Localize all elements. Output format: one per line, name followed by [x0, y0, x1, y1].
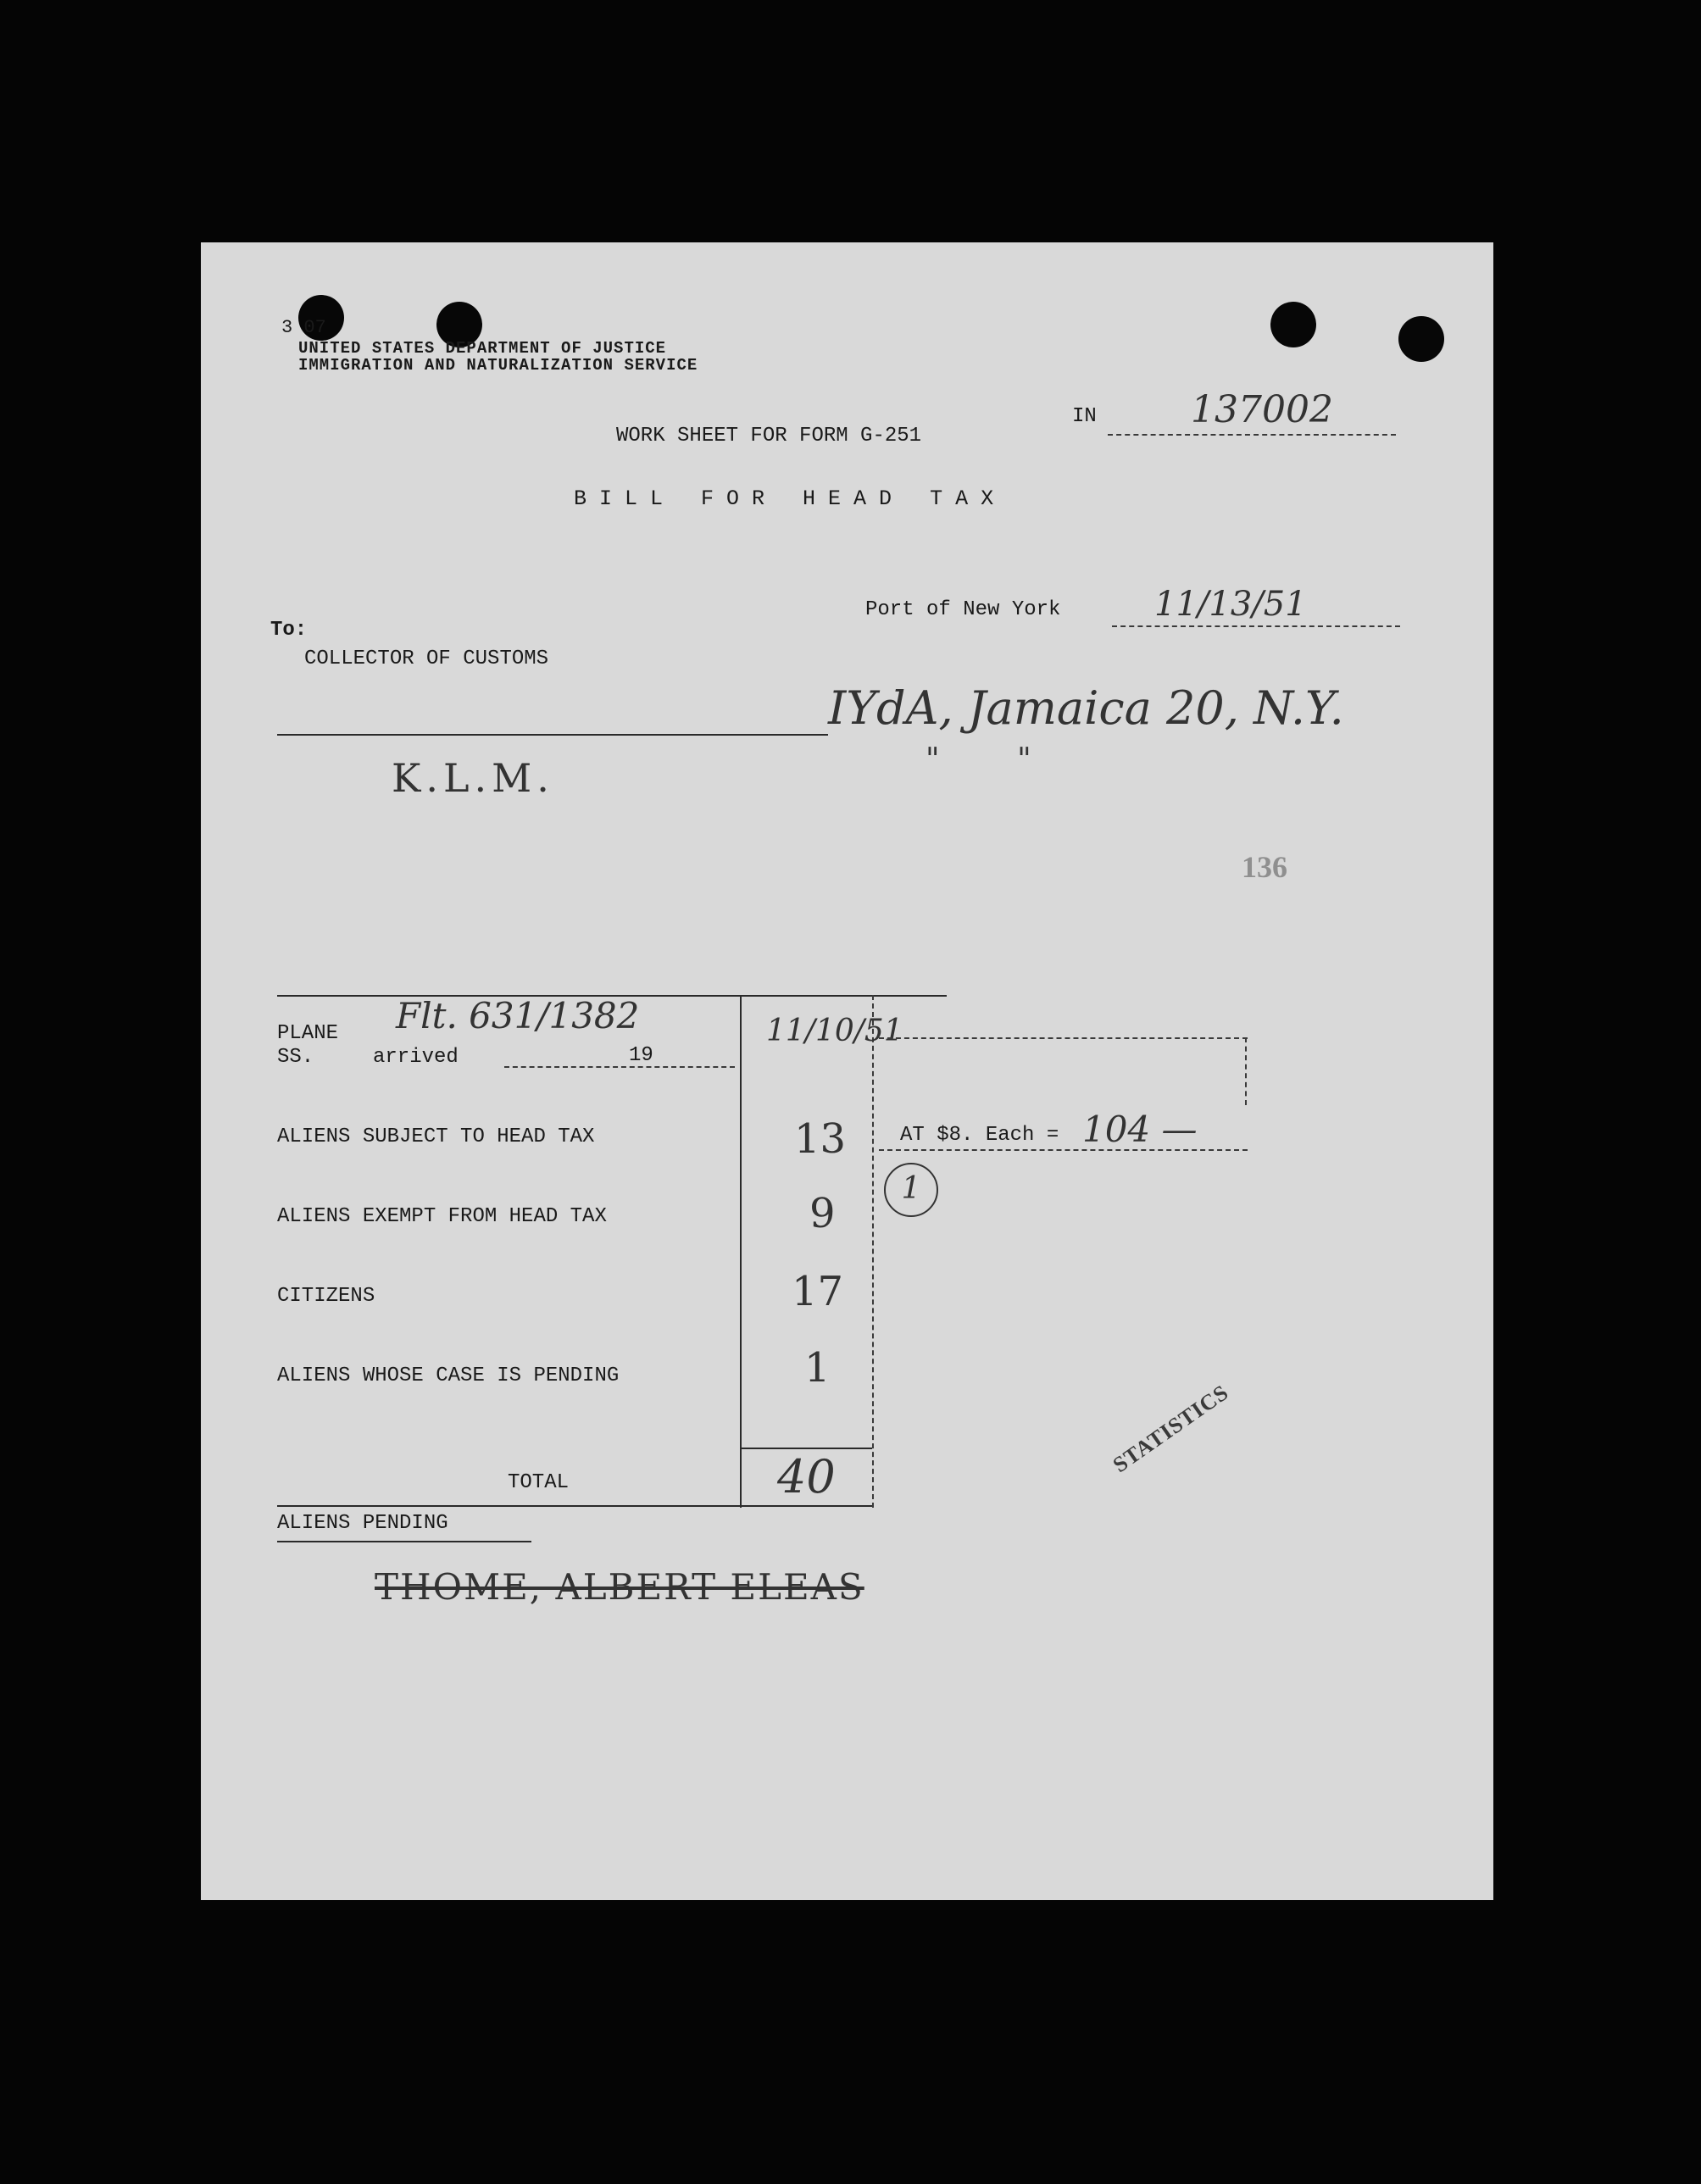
year-prefix: 19: [629, 1044, 653, 1067]
arrival-date: 11/10/51: [766, 1014, 903, 1048]
agency-line-2: IMMIGRATION AND NATURALIZATION SERVICE: [298, 356, 698, 375]
row-label-subject: ALIENS SUBJECT TO HEAD TAX: [277, 1125, 595, 1148]
row-value-pending: 1: [804, 1344, 831, 1392]
to-label: To:: [270, 619, 308, 642]
table-divider-left: [740, 995, 742, 1508]
agency-line-1: UNITED STATES DEPARTMENT OF JUSTICE: [298, 339, 667, 358]
ditto-marks: " ": [926, 742, 1031, 777]
address-line: [277, 734, 828, 736]
port-date-underline: [1112, 625, 1400, 627]
rate-box-right: [1245, 1037, 1247, 1105]
rate-amount: 104 —: [1082, 1109, 1198, 1150]
in-number: 137002: [1191, 388, 1333, 431]
in-number-underline: [1108, 434, 1396, 436]
row-label-citizens: CITIZENS: [277, 1285, 375, 1308]
port-label: Port of New York: [865, 598, 1061, 621]
row-value-subject: 13: [794, 1115, 847, 1163]
rate-box-top: [879, 1037, 1248, 1039]
total-rule-box: [740, 1448, 872, 1449]
rate-label: AT $8. Each =: [900, 1124, 1059, 1147]
pending-name: THOME, ALBERT ELEAS: [375, 1566, 864, 1608]
punch-hole: [1270, 302, 1316, 347]
total-label: TOTAL: [508, 1471, 570, 1494]
arrived-date-line: [504, 1066, 735, 1068]
worksheet-title: WORK SHEET FOR FORM G-251: [616, 425, 922, 447]
table-bottom-rule: [277, 1505, 872, 1507]
flight-number: Flt. 631/1382: [396, 995, 640, 1036]
statistics-stamp: STATISTICS: [1108, 1380, 1233, 1478]
arrived-label: arrived: [373, 1046, 459, 1069]
row-label-pending: ALIENS WHOSE CASE IS PENDING: [277, 1364, 620, 1387]
circled-mark: 1: [884, 1163, 938, 1217]
to-name: COLLECTOR OF CUSTOMS: [304, 647, 549, 670]
row-value-citizens: 17: [792, 1268, 844, 1315]
table-divider-right: [872, 995, 874, 1508]
total-value: 40: [777, 1450, 836, 1503]
form-number: 3 07: [281, 317, 326, 338]
carrier-name: K.L.M.: [392, 755, 554, 801]
row-label-exempt: ALIENS EXEMPT FROM HEAD TAX: [277, 1205, 607, 1228]
plane-label: PLANE: [277, 1022, 339, 1045]
handwritten-address: IYdA, Jamaica 20, N.Y.: [828, 681, 1344, 735]
pending-label: ALIENS PENDING: [277, 1512, 448, 1535]
in-label: IN: [1072, 405, 1097, 428]
row-value-exempt: 9: [809, 1190, 836, 1237]
bill-title: B I L L F O R H E A D T A X: [574, 486, 994, 511]
pending-underline: [277, 1541, 531, 1542]
port-date: 11/13/51: [1154, 585, 1307, 624]
document-page: [201, 242, 1493, 1900]
page-stamp-number: 136: [1242, 850, 1287, 884]
ss-label: SS.: [277, 1046, 314, 1069]
punch-hole: [1398, 316, 1444, 362]
